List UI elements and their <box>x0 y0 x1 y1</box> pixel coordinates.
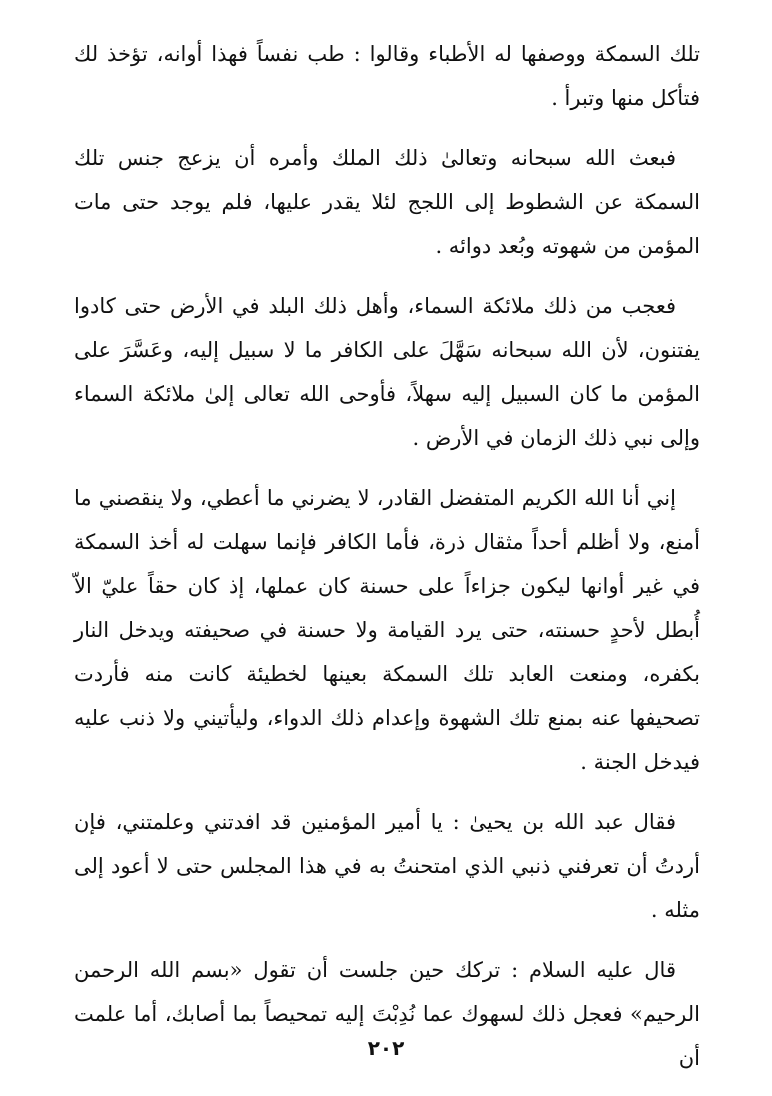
paragraph-4: إني أنا الله الكريم المتفضل القادر، لا يضرني ما أعطي، ولا ينقصني ما أمنع، ولا أظلم أحداً مثقال ذرة، فأما الكافر فإنما سهلت له أخذ السمكة في غير أوانها ليكون جزاءاً على حسنة كان عملها، إذ كان حقاً عليّ الاّ أُبطل لأحدٍ حسنته، حتى يرد القيامة ولا حسنة في صحيفته ويدخل النار بكفره، ومنعت العابد تلك السمكة بعينها لخطيئة كانت منه فأردت تصحيفها عنه بمنع تلك الشهوة وإعدام ذلك الدواء، وليأتيني ولا ذنب عليه فيدخل الجنة . <box>74 486 700 774</box>
paragraph-5: فقال عبد الله بن يحيىٰ : يا أمير المؤمنين قد افدتني وعلمتني، فإن أردتُ أن تعرفني ذنبي الذي امتحنتُ به في هذا المجلس حتى لا أعود إلى مثله . <box>74 810 700 922</box>
paragraph-6: قال عليه السلام : تركك حين جلست أن تقول «بسم الله الرحمن الرحيم» فعجل ذلك لسهوك عما نُدِبْتَ إليه تمحيصاً بما أصابك، أما علمت أن <box>74 958 700 1070</box>
paragraph-3: فعجب من ذلك ملائكة السماء، وأهل ذلك البلد في الأرض حتى كادوا يفتنون، لأن الله سبحانه سَهَّلَ على الكافر ما لا سبيل إليه، وعَسَّرَ على المؤمن ما كان السبيل إليه سهلاً، فأوحى الله تعالى إلىٰ ملائكة السماء وإلى نبي ذلك الزمان في الأرض . <box>74 294 700 450</box>
paragraph-2: فبعث الله سبحانه وتعالىٰ ذلك الملك وأمره أن يزعج جنس تلك السمكة عن الشطوط إلى اللجج لئلا يقدر عليها، فلم يوجد حتى مات المؤمن من شهوته وبُعد دوائه . <box>74 146 700 258</box>
page-number: ٢٠٢ <box>367 1036 405 1060</box>
page-body <box>74 32 700 1096</box>
paragraph-1: تلك السمكة ووصفها له الأطباء وقالوا : طب نفساً فهذا أوانه، تؤخذ لك فتأكل منها وتبرأ . <box>74 42 700 110</box>
